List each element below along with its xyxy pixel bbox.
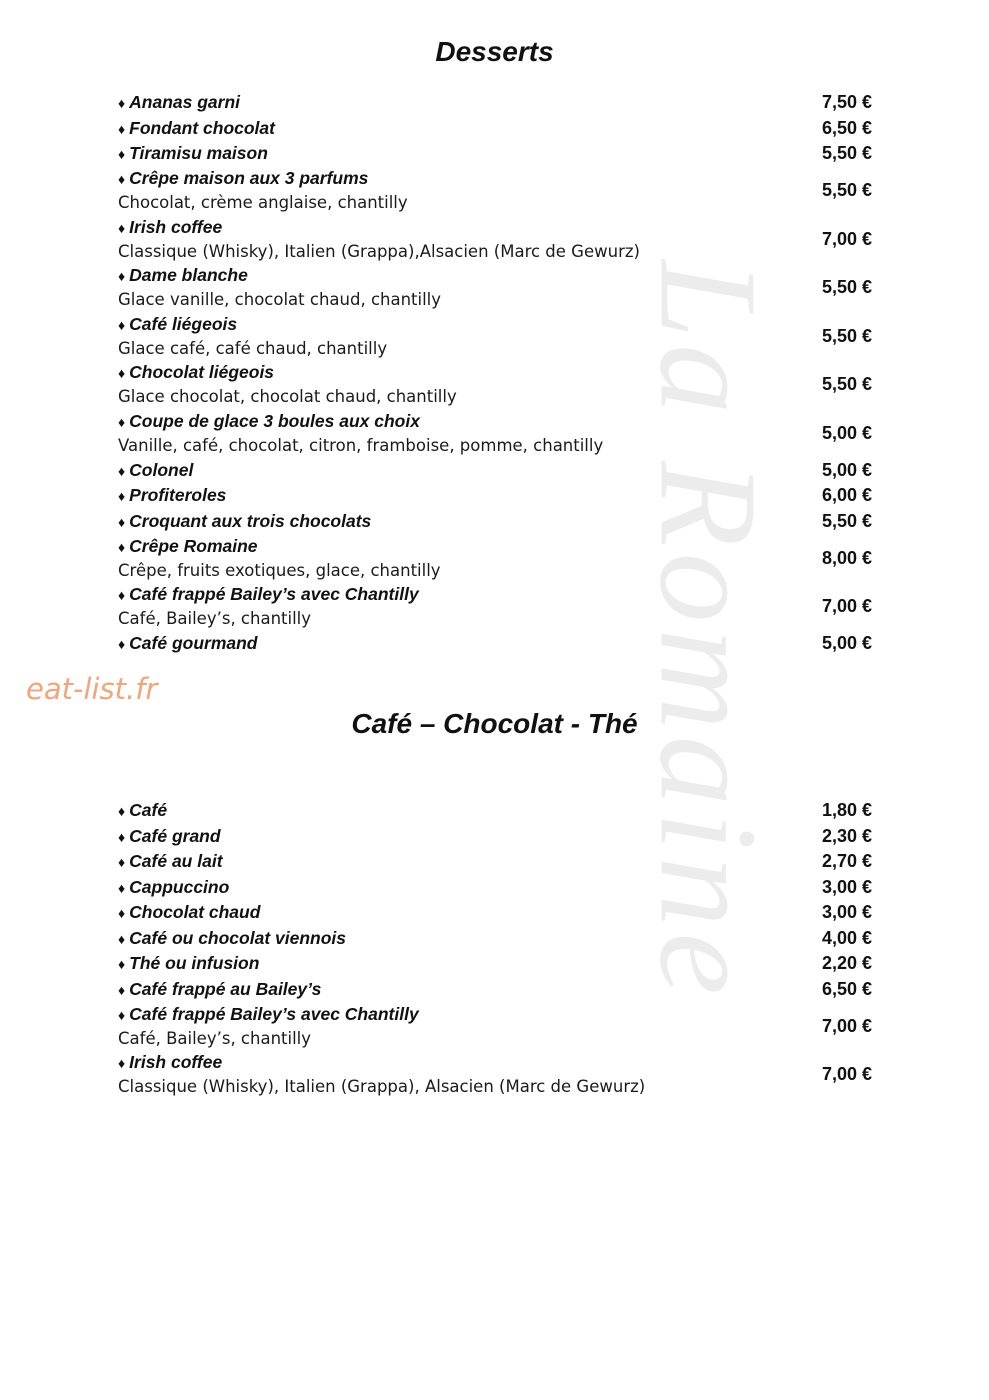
diamond-bullet-icon: ♦ (118, 488, 126, 505)
menu-item-price: 1,80 € (821, 800, 872, 821)
menu-item-text (118, 1050, 645, 1099)
menu-item-text (118, 631, 258, 656)
menu-item-text (118, 360, 457, 409)
menu-item-name-text: Café ou chocolat viennois (129, 927, 347, 948)
diamond-bullet-icon: ♦ (118, 316, 126, 333)
desserts-list (118, 90, 874, 657)
menu-item-text (118, 509, 371, 534)
menu-item-description: Café, Bailey’s, chantilly (118, 609, 312, 629)
menu-item-price: 3,00 € (821, 902, 872, 923)
menu-item-price: 8,00 € (821, 547, 872, 568)
menu-item (118, 977, 874, 1003)
menu-item-price: 5,00 € (821, 422, 872, 443)
diamond-bullet-icon: ♦ (118, 538, 126, 555)
menu-item-price: 7,50 € (821, 92, 872, 113)
menu-item-price: 2,70 € (821, 851, 872, 872)
menu-item-price: 7,00 € (821, 228, 872, 249)
menu-item (118, 215, 874, 264)
menu-item-name-text: Dame blanche (129, 265, 248, 286)
menu-item-name-text: Crêpe maison aux 3 parfums (129, 168, 369, 189)
menu-item-text (118, 534, 441, 583)
menu-item-name-text: Cappuccino (129, 876, 230, 897)
menu-item-name (118, 458, 193, 483)
diamond-bullet-icon: ♦ (118, 268, 126, 285)
menu-item (118, 631, 874, 657)
menu-item (118, 849, 874, 875)
menu-item-price: 2,20 € (821, 953, 872, 974)
diamond-bullet-icon: ♦ (118, 146, 126, 163)
menu-item-name-text: Ananas garni (129, 92, 241, 113)
menu-item-name (118, 116, 275, 141)
menu-item-text (118, 926, 346, 951)
menu-item-price: 6,00 € (821, 485, 872, 506)
diamond-bullet-icon: ♦ (118, 1055, 126, 1072)
menu-item-text (118, 215, 640, 264)
menu-item-name-text: Chocolat chaud (129, 902, 261, 923)
menu-item (118, 900, 874, 926)
menu-item-description: Glace café, café chaud, chantilly (118, 338, 388, 358)
menu-item-name-text: Coupe de glace 3 boules aux choix (129, 410, 420, 431)
diamond-bullet-icon: ♦ (118, 413, 126, 430)
menu-item-price: 5,00 € (821, 459, 872, 480)
menu-item-text (118, 951, 259, 976)
menu-item-name-text: Crêpe Romaine (129, 535, 258, 556)
menu-item-name (118, 483, 226, 508)
menu-item-name-text: Tiramisu maison (129, 143, 268, 164)
menu-item-text (118, 483, 226, 508)
menu-item-name-text: Café frappé Bailey’s avec Chantilly (129, 584, 419, 605)
menu-item (118, 875, 874, 901)
menu-item-text (118, 141, 268, 166)
menu-item (118, 312, 874, 361)
menu-item-name (118, 631, 258, 656)
diamond-bullet-icon: ♦ (118, 587, 126, 604)
menu-item-name-text: Fondant chocolat (129, 117, 275, 138)
diamond-bullet-icon: ♦ (118, 120, 126, 137)
menu-item-name (118, 90, 240, 115)
diamond-bullet-icon: ♦ (118, 956, 126, 973)
menu-item-name (118, 360, 457, 385)
drinks-title: Café – Chocolat - Thé (351, 708, 638, 739)
menu-item-description: Classique (Whisky), Italien (Grappa), Alsacien (Marc de Gewurz) (118, 1077, 646, 1097)
menu-item-description: Café, Bailey’s, chantilly (118, 1028, 312, 1048)
menu-item (118, 167, 874, 216)
menu-item-text (118, 166, 408, 215)
menu-item-name (118, 1050, 645, 1075)
menu-item-description: Crêpe, fruits exotiques, glace, chantilly (118, 560, 441, 580)
menu-item-name (118, 312, 387, 337)
menu-item-price: 5,50 € (821, 374, 872, 395)
menu-item-name-text: Profiteroles (129, 485, 227, 506)
diamond-bullet-icon: ♦ (118, 219, 126, 236)
menu-item-name-text: Café frappé au Bailey’s (129, 978, 322, 999)
menu-item (118, 483, 874, 509)
diamond-bullet-icon: ♦ (118, 981, 126, 998)
diamond-bullet-icon: ♦ (118, 636, 126, 653)
menu-item-name (118, 951, 259, 976)
menu-item-text (118, 116, 275, 141)
menu-item-price: 5,00 € (821, 633, 872, 654)
menu-item-price: 5,50 € (821, 325, 872, 346)
desserts-title: Desserts (435, 36, 554, 67)
menu-item-price: 4,00 € (821, 927, 872, 948)
menu-item-text (118, 824, 221, 849)
menu-item-text (118, 977, 321, 1002)
menu-item-name-text: Café frappé Bailey’s avec Chantilly (129, 1003, 419, 1024)
drinks-list (118, 798, 874, 1099)
diamond-bullet-icon: ♦ (118, 879, 126, 896)
menu-item-description: Glace vanille, chocolat chaud, chantilly (118, 290, 442, 310)
menu-item-name (118, 215, 640, 240)
menu-item-text (118, 875, 229, 900)
menu-item-price: 7,00 € (821, 1015, 872, 1036)
menu-item (118, 926, 874, 952)
menu-item (118, 90, 874, 116)
menu-item-text (118, 582, 419, 631)
menu-item-name (118, 875, 229, 900)
menu-item-text (118, 849, 223, 874)
menu-item-name-text: Irish coffee (129, 216, 223, 237)
diamond-bullet-icon: ♦ (118, 828, 126, 845)
menu-item (118, 361, 874, 410)
menu-item-text (118, 458, 193, 483)
menu-item (118, 116, 874, 142)
menu-item-text (118, 900, 260, 925)
menu-item-text (118, 312, 387, 361)
menu-item-name-text: Croquant aux trois chocolats (129, 510, 372, 531)
menu-item-description: Chocolat, crème anglaise, chantilly (118, 193, 408, 213)
menu-item-name-text: Irish coffee (129, 1052, 223, 1073)
menu-item-name-text: Café au lait (129, 851, 223, 872)
diamond-bullet-icon: ♦ (118, 95, 126, 112)
menu-item-price: 6,50 € (821, 117, 872, 138)
menu-item-name (118, 926, 346, 951)
diamond-bullet-icon: ♦ (118, 513, 126, 530)
diamond-bullet-icon: ♦ (118, 905, 126, 922)
menu-item-price: 6,50 € (821, 978, 872, 999)
menu-item-name (118, 1002, 419, 1027)
menu-item (118, 509, 874, 535)
menu-item-name (118, 900, 260, 925)
menu-item-name (118, 534, 441, 559)
menu-item-name (118, 509, 371, 534)
menu-item (118, 141, 874, 167)
menu-item-text (118, 90, 240, 115)
diamond-bullet-icon: ♦ (118, 462, 126, 479)
menu-item-name (118, 582, 419, 607)
menu-item-name-text: Thé ou infusion (129, 953, 260, 974)
menu-item-name-text: Café liégeois (129, 313, 238, 334)
menu-item-name-text: Café (129, 800, 168, 821)
menu-item-name (118, 977, 321, 1002)
menu-item-price: 3,00 € (821, 876, 872, 897)
menu-item (118, 1051, 874, 1100)
menu-item (118, 409, 874, 458)
menu-item-price: 5,50 € (821, 143, 872, 164)
menu-item (118, 1002, 874, 1051)
diamond-bullet-icon: ♦ (118, 854, 126, 871)
menu-item-text (118, 1002, 419, 1051)
menu-item-description: Glace chocolat, chocolat chaud, chantilly (118, 387, 457, 407)
menu-item-name-text: Colonel (129, 459, 194, 480)
menu-item (118, 824, 874, 850)
diamond-bullet-icon: ♦ (118, 930, 126, 947)
menu-item-text (118, 409, 603, 458)
menu-item (118, 264, 874, 313)
menu-item-description: Classique (Whisky), Italien (Grappa),Alsacien (Marc de Gewurz) (118, 241, 640, 261)
menu-item (118, 798, 874, 824)
menu-item-price: 2,30 € (821, 825, 872, 846)
menu-item (118, 458, 874, 484)
diamond-bullet-icon: ♦ (118, 1006, 126, 1023)
menu-item-description: Vanille, café, chocolat, citron, framboise, pomme, chantilly (118, 435, 604, 455)
menu-item-price: 7,00 € (821, 1064, 872, 1085)
menu-item-name-text: Café gourmand (129, 633, 258, 654)
menu-item-price: 5,50 € (821, 180, 872, 201)
diamond-bullet-icon: ♦ (118, 171, 126, 188)
menu-item-name (118, 824, 221, 849)
menu-item-price: 5,50 € (821, 277, 872, 298)
menu-item-name (118, 409, 603, 434)
menu-item-name (118, 798, 167, 823)
menu-item (118, 951, 874, 977)
menu-item-name (118, 263, 441, 288)
menu-item-price: 7,00 € (821, 596, 872, 617)
site-watermark: eat-list.fr (26, 672, 158, 706)
menu-item-name (118, 141, 268, 166)
menu-item-price: 5,50 € (821, 510, 872, 531)
menu-item-name (118, 166, 408, 191)
diamond-bullet-icon: ♦ (118, 365, 126, 382)
menu-item-text (118, 263, 441, 312)
menu-item-name-text: Café grand (129, 825, 221, 846)
menu-item-name (118, 849, 223, 874)
watermark-text: La Romaine (630, 260, 786, 1001)
menu-item-name-text: Chocolat liégeois (129, 362, 275, 383)
diamond-bullet-icon: ♦ (118, 803, 126, 820)
menu-item (118, 583, 874, 632)
menu-item-text (118, 798, 167, 823)
menu-item (118, 534, 874, 583)
